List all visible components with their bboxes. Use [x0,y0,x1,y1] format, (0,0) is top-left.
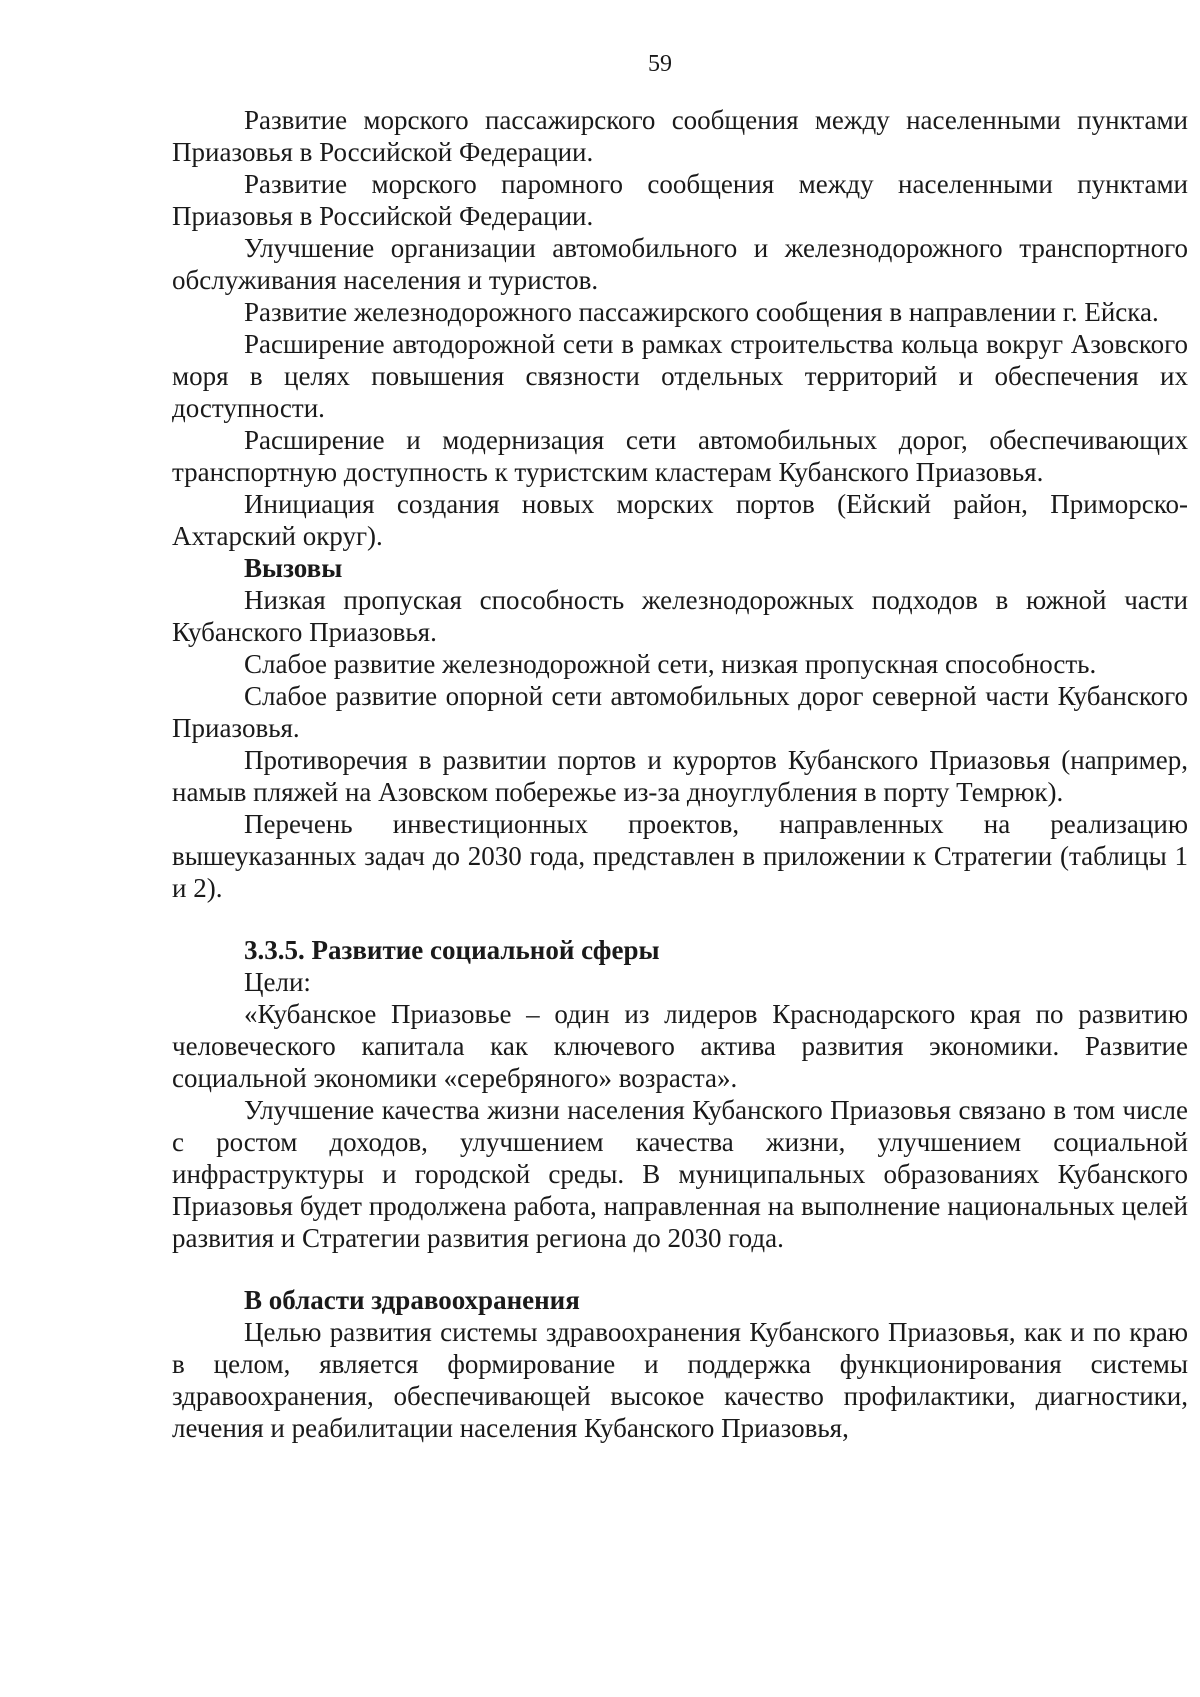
page-content [172,104,1188,1444]
goals-label: Цели: [244,967,311,997]
paragraph-new-ports: Инициация создания новых морских портов (Ейский район, Приморско-Ахтарский округ). [172,489,1188,551]
page-number: 59 [648,51,672,77]
paragraph-goals: «Кубанское Приазовье – один из лидеров Краснодарского края по развитию человеческого капитала как ключевого актива развития экономики. Развитие социальной экономики «серебряного» возраста». [172,999,1188,1093]
section-heading-social: 3.3.5. Развитие социальной сферы [244,935,660,965]
paragraph-railway-yeysk: Развитие железнодорожного пассажирского сообщения в направлении г. Ейска. [244,297,1159,327]
paragraph-quality-of-life: Улучшение качества жизни населения Кубанского Приазовья связано в том числе с ростом доходов, улучшением качества жизни, улучшением социальной инфраструктуры и городской среды. В муниципальных образованиях Кубанского Приазовья будет продолжена работа, направленная на выполнение национальных целей развития и Стратегии развития региона до 2030 года. [172,1095,1188,1253]
paragraph-sea-ferry: Развитие морского паромного сообщения между населенными пунктами Приазовья в Российской Федерации. [172,169,1188,231]
paragraph-road-ring: Расширение автодорожной сети в рамках строительства кольца вокруг Азовского моря в целях повышения связности отдельных территорий и обеспечения их доступности. [172,329,1188,423]
challenge-railway-network: Слабое развитие железнодорожной сети, низкая пропускная способность. [244,649,1097,679]
challenge-railway-capacity: Низкая пропуская способность железнодорожных подходов в южной части Кубанского Приазовья. [172,585,1188,647]
challenge-ports-resorts: Противоречия в развитии портов и курортов Кубанского Приазовья (например, намыв пляжей на Азовском побережье из-за дноуглубления в порту Темрюк). [172,745,1188,807]
paragraph-healthcare: Целью развития системы здравоохранения Кубанского Приазовья, как и по краю в целом, является формирование и поддержка функционирования системы здравоохранения, обеспечивающей высокое качество профилактики, диагностики, лечения и реабилитации населения Кубанского Приазовья, [172,1317,1188,1443]
paragraph-road-modernization: Расширение и модернизация сети автомобильных дорог, обеспечивающих транспортную доступность к туристским кластерам Кубанского Приазовья. [172,425,1188,487]
challenge-road-network: Слабое развитие опорной сети автомобильных дорог северной части Кубанского Приазовья. [172,681,1188,743]
paragraph-investment-projects: Перечень инвестиционных проектов, направленных на реализацию вышеуказанных задач до 2030 года, представлен в приложении к Стратегии (таблицы 1 и 2). [172,809,1188,903]
challenges-heading: Вызовы [244,553,343,583]
health-heading: В области здравоохранения [244,1285,580,1315]
paragraph-sea-passenger: Развитие морского пассажирского сообщения между населенными пунктами Приазовья в Российской Федерации. [172,105,1188,167]
paragraph-transport-service: Улучшение организации автомобильного и железнодорожного транспортного обслуживания населения и туристов. [172,233,1188,295]
